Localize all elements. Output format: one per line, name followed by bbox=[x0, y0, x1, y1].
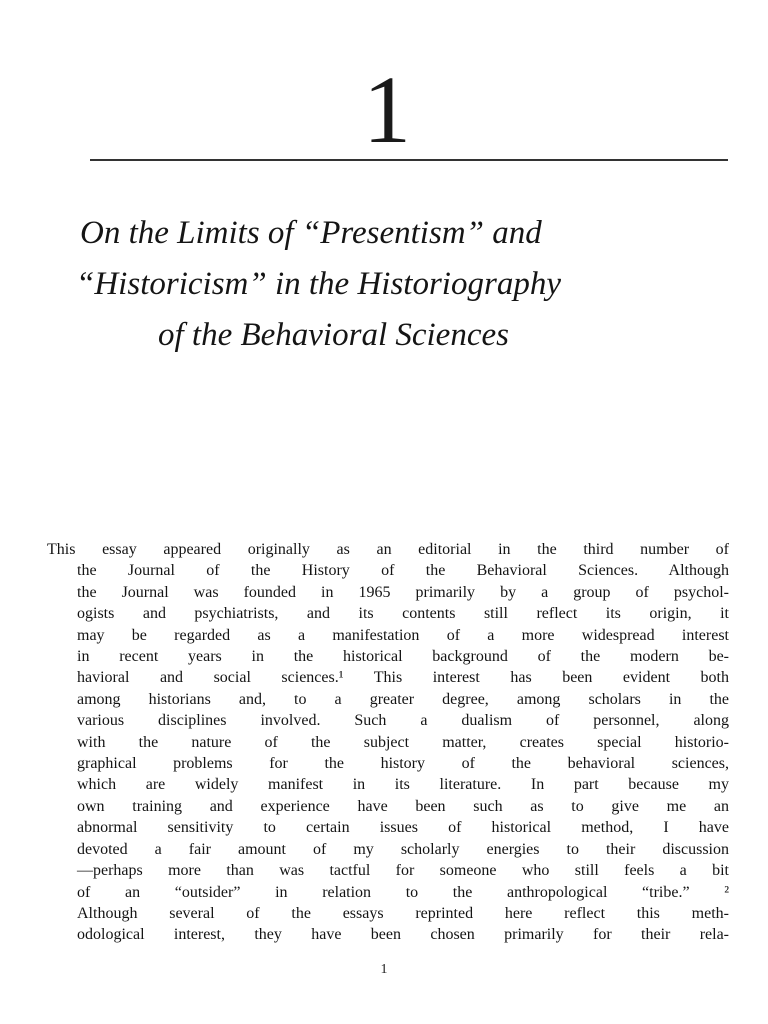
body-line: the Journal was founded in 1965 primarily by a group of psychol- bbox=[77, 583, 729, 601]
page-number: 1 bbox=[380, 962, 388, 977]
body-line: —perhaps more than was tactful for someone who still feels a bit bbox=[77, 862, 729, 880]
body-line: graphical problems for the history of the behavioral sciences, bbox=[77, 755, 729, 773]
body-line: with the nature of the subject matter, creates special historio- bbox=[77, 733, 729, 751]
body-line: may be regarded as a manifestation of a more widespread interest bbox=[77, 626, 729, 644]
body-line: among historians and, to a greater degree, among scholars in the bbox=[77, 690, 729, 708]
body-line: This essay appeared originally as an editorial in the third number of bbox=[47, 541, 729, 558]
chapter-rule bbox=[90, 159, 728, 161]
body-line: which are widely manifest in its literature. In part because my bbox=[77, 776, 729, 794]
body-line: odological interest, they have been chosen primarily for their rela- bbox=[77, 926, 729, 944]
body-line: various disciplines involved. Such a dualism of personnel, along bbox=[77, 712, 729, 730]
body-line: abnormal sensitivity to certain issues of historical method, I have bbox=[77, 819, 729, 837]
body-line: ogists and psychiatrists, and its contents still reflect its origin, it bbox=[77, 605, 729, 623]
chapter-title-line: On the Limits of “Presentism” and bbox=[80, 215, 542, 251]
body-line: of an “outsider” in relation to the anthropological “tribe.” ² bbox=[77, 883, 729, 901]
chapter-title-line: of the Behavioral Sciences bbox=[158, 317, 509, 353]
body-line: devoted a fair amount of my scholarly energies to their discussion bbox=[77, 840, 729, 858]
body-line: havioral and social sciences.¹ This interest has been evident both bbox=[77, 669, 729, 687]
chapter-title bbox=[40, 208, 740, 361]
body-paragraph bbox=[47, 539, 729, 946]
chapter-title-line: “Historicism” in the Historiography bbox=[76, 266, 561, 302]
body-line: in recent years in the historical background of the modern be- bbox=[77, 648, 729, 666]
body-line: Although several of the essays reprinted here reflect this meth- bbox=[77, 904, 729, 922]
body-line: the Journal of the History of the Behavioral Sciences. Although bbox=[77, 562, 729, 580]
chapter-number: 1 bbox=[363, 56, 405, 163]
body-line: own training and experience have been such as to give me an bbox=[77, 797, 729, 815]
